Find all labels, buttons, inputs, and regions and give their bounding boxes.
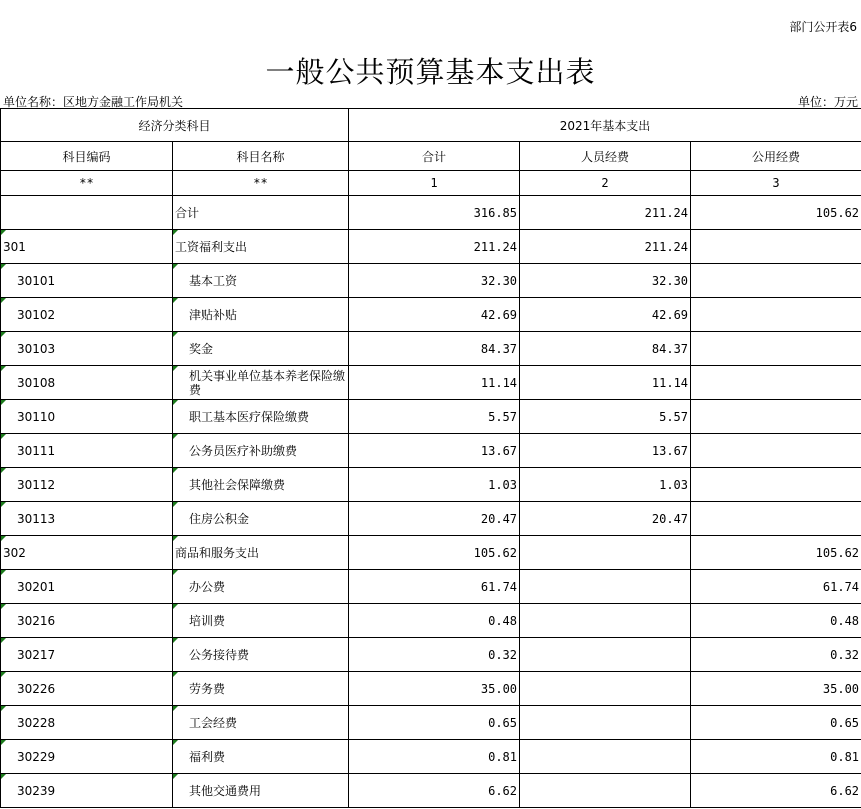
header-public: 公用经费 [691, 142, 861, 171]
cell-personnel [520, 502, 691, 536]
cell-marker-icon [1, 570, 6, 575]
cell-name [173, 264, 349, 298]
cell-marker-icon [173, 366, 178, 371]
cell-code-text: 301 [3, 239, 26, 254]
cell-total [349, 468, 520, 502]
cell-code [1, 434, 173, 468]
cell-marker-icon [1, 740, 6, 745]
cell-personnel-text: 5.57 [659, 409, 689, 424]
cell-marker-icon [173, 230, 178, 235]
cell-name [173, 502, 349, 536]
index-public: 3 [691, 171, 861, 196]
cell-name-text: 商品和服务支出 [175, 546, 260, 560]
cell-code-text: 30239 [17, 783, 56, 798]
cell-code [1, 536, 173, 570]
cell-public [691, 706, 861, 740]
cell-marker-icon [173, 638, 178, 643]
cell-marker-icon [173, 570, 178, 575]
table-row [1, 502, 861, 536]
budget-table [0, 108, 861, 808]
cell-public [691, 774, 861, 808]
header-column-row [1, 142, 861, 171]
cell-name [173, 570, 349, 604]
cell-name-text: 其他社会保障缴费 [189, 478, 286, 492]
cell-marker-icon [1, 434, 6, 439]
cell-name [173, 332, 349, 366]
cell-name [173, 196, 349, 230]
cell-code-text: 302 [3, 545, 26, 560]
cell-public [691, 332, 861, 366]
cell-total-text: 61.74 [480, 579, 518, 594]
cell-personnel [520, 706, 691, 740]
table-row [1, 434, 861, 468]
cell-code-text: 30112 [17, 477, 56, 492]
cell-personnel [520, 638, 691, 672]
cell-marker-icon [1, 366, 6, 371]
table-row [1, 740, 861, 774]
cell-code [1, 264, 173, 298]
header-code: 科目编码 [1, 142, 173, 171]
header-personnel: 人员经费 [520, 142, 691, 171]
cell-marker-icon [173, 298, 178, 303]
table-body [1, 196, 861, 808]
cell-marker-icon [173, 400, 178, 405]
cell-name [173, 706, 349, 740]
cell-marker-icon [1, 298, 6, 303]
cell-name-text: 工资福利支出 [175, 240, 248, 254]
cell-personnel [520, 400, 691, 434]
cell-personnel [520, 434, 691, 468]
cell-total-text: 84.37 [480, 341, 518, 356]
cell-marker-icon [1, 536, 6, 541]
cell-marker-icon [173, 536, 178, 541]
cell-total-text: 0.65 [488, 715, 518, 730]
cell-name-text: 劳务费 [189, 682, 226, 696]
cell-total [349, 332, 520, 366]
cell-total [349, 604, 520, 638]
cell-marker-icon [173, 264, 178, 269]
table-row [1, 706, 861, 740]
cell-marker-icon [173, 740, 178, 745]
table-row [1, 264, 861, 298]
cell-personnel [520, 604, 691, 638]
cell-personnel [520, 468, 691, 502]
cell-personnel-text: 211.24 [644, 205, 689, 220]
cell-marker-icon [1, 706, 6, 711]
cell-total [349, 264, 520, 298]
cell-marker-icon [1, 774, 6, 779]
cell-total [349, 366, 520, 400]
cell-name-text: 合计 [175, 206, 200, 220]
table-row [1, 468, 861, 502]
cell-name [173, 400, 349, 434]
cell-name-text: 公务员医疗补助缴费 [189, 444, 298, 458]
cell-total-text: 32.30 [480, 273, 518, 288]
cell-marker-icon [1, 264, 6, 269]
header-economic-classification: 经济分类科目 [1, 109, 349, 142]
table-row [1, 638, 861, 672]
cell-public [691, 196, 861, 230]
cell-total-text: 13.67 [480, 443, 518, 458]
cell-personnel [520, 196, 691, 230]
cell-personnel-text: 32.30 [651, 273, 689, 288]
cell-marker-icon [1, 502, 6, 507]
cell-marker-icon [173, 706, 178, 711]
cell-total [349, 774, 520, 808]
cell-name [173, 366, 349, 400]
cell-total [349, 706, 520, 740]
cell-marker-icon [1, 230, 6, 235]
cell-public-text: 6.62 [830, 783, 860, 798]
cell-public-text: 0.65 [830, 715, 860, 730]
cell-public [691, 638, 861, 672]
cell-name-text: 公务接待费 [189, 648, 250, 662]
cell-public [691, 400, 861, 434]
table-row [1, 332, 861, 366]
cell-personnel-text: 211.24 [644, 239, 689, 254]
cell-marker-icon [173, 774, 178, 779]
cell-name-text: 职工基本医疗保险缴费 [189, 410, 310, 424]
page-title: 一般公共预算基本支出表 [265, 55, 596, 89]
cell-total [349, 298, 520, 332]
cell-total [349, 672, 520, 706]
cell-code-text: 30113 [17, 511, 56, 526]
table-row [1, 774, 861, 808]
cell-code [1, 400, 173, 434]
cell-public [691, 366, 861, 400]
cell-name-text: 其他交通费用 [189, 784, 262, 798]
header-total: 合计 [349, 142, 520, 171]
cell-code [1, 468, 173, 502]
cell-personnel [520, 536, 691, 570]
cell-total-text: 35.00 [480, 681, 518, 696]
cell-code-text: 30108 [17, 375, 56, 390]
header-name: 科目名称 [173, 142, 349, 171]
table-row [1, 570, 861, 604]
cell-marker-icon [173, 604, 178, 609]
cell-marker-icon [173, 502, 178, 507]
cell-code [1, 638, 173, 672]
cell-code-text: 30229 [17, 749, 56, 764]
cell-personnel [520, 366, 691, 400]
cell-code [1, 366, 173, 400]
cell-public [691, 502, 861, 536]
cell-name [173, 230, 349, 264]
cell-name-text: 津贴补贴 [189, 308, 238, 322]
cell-name-text: 住房公积金 [189, 512, 250, 526]
table-row [1, 366, 861, 400]
cell-total-text: 105.62 [473, 545, 518, 560]
table-row [1, 536, 861, 570]
cell-personnel [520, 740, 691, 774]
header-index-row [1, 171, 861, 196]
cell-total-text: 11.14 [480, 375, 518, 390]
cell-name [173, 434, 349, 468]
cell-name [173, 536, 349, 570]
cell-public [691, 468, 861, 502]
cell-public [691, 740, 861, 774]
cell-personnel-text: 11.14 [651, 375, 689, 390]
cell-personnel-text: 42.69 [651, 307, 689, 322]
cell-total-text: 316.85 [473, 205, 518, 220]
cell-code-text: 30201 [17, 579, 56, 594]
cell-marker-icon [1, 332, 6, 337]
cell-name [173, 672, 349, 706]
unit-label: 单位：万元 [797, 95, 858, 109]
cell-name-text: 基本工资 [189, 274, 238, 288]
cell-public [691, 434, 861, 468]
cell-code [1, 774, 173, 808]
cell-public [691, 298, 861, 332]
cell-public [691, 230, 861, 264]
cell-code-text: 30102 [17, 307, 56, 322]
cell-name [173, 774, 349, 808]
cell-public-text: 0.48 [830, 613, 860, 628]
cell-marker-icon [173, 468, 178, 473]
table-row [1, 672, 861, 706]
cell-code-text: 30228 [17, 715, 56, 730]
cell-marker-icon [1, 672, 6, 677]
cell-code-text: 30226 [17, 681, 56, 696]
cell-code [1, 332, 173, 366]
cell-name-text: 福利费 [189, 750, 226, 764]
cell-name [173, 468, 349, 502]
table-row [1, 604, 861, 638]
cell-public-text: 0.81 [830, 749, 860, 764]
header-group-row [1, 109, 861, 142]
cell-name-text: 工会经费 [189, 716, 238, 730]
cell-name [173, 604, 349, 638]
index-code: ** [1, 171, 173, 196]
cell-code [1, 570, 173, 604]
cell-total-text: 42.69 [480, 307, 518, 322]
cell-personnel [520, 264, 691, 298]
cell-code [1, 604, 173, 638]
cell-total [349, 536, 520, 570]
cell-total [349, 230, 520, 264]
cell-personnel [520, 774, 691, 808]
table-row [1, 196, 861, 230]
cell-name [173, 740, 349, 774]
cell-code [1, 706, 173, 740]
cell-total-text: 0.81 [488, 749, 518, 764]
cell-total-text: 211.24 [473, 239, 518, 254]
cell-marker-icon [173, 672, 178, 677]
cell-personnel [520, 570, 691, 604]
cell-personnel-text: 84.37 [651, 341, 689, 356]
cell-marker-icon [1, 400, 6, 405]
table-row [1, 298, 861, 332]
cell-total [349, 740, 520, 774]
cell-personnel-text: 20.47 [651, 511, 689, 526]
cell-code [1, 672, 173, 706]
cell-total-text: 5.57 [488, 409, 518, 424]
cell-marker-icon [173, 332, 178, 337]
index-total: 1 [349, 171, 520, 196]
cell-code [1, 196, 173, 230]
cell-public [691, 536, 861, 570]
cell-public-text: 0.32 [830, 647, 860, 662]
cell-code-text: 30103 [17, 341, 56, 356]
cell-name-text: 机关事业单位基本养老保险缴费 [189, 368, 346, 397]
cell-public-text: 61.74 [822, 579, 860, 594]
cell-personnel-text: 13.67 [651, 443, 689, 458]
report-number-label: 部门公开表6 [789, 20, 857, 34]
cell-public-text: 105.62 [815, 205, 860, 220]
cell-total [349, 570, 520, 604]
cell-personnel [520, 332, 691, 366]
cell-name-text: 奖金 [189, 342, 214, 356]
cell-code [1, 298, 173, 332]
cell-name-text: 培训费 [189, 614, 226, 628]
cell-personnel [520, 230, 691, 264]
cell-public [691, 570, 861, 604]
cell-public [691, 672, 861, 706]
cell-total [349, 434, 520, 468]
cell-code [1, 230, 173, 264]
cell-total [349, 196, 520, 230]
cell-marker-icon [1, 468, 6, 473]
cell-marker-icon [1, 604, 6, 609]
header-basic-expenditure-2021: 2021年基本支出 [349, 109, 861, 142]
cell-code-text: 30101 [17, 273, 56, 288]
cell-total [349, 638, 520, 672]
cell-total-text: 0.48 [488, 613, 518, 628]
cell-name [173, 298, 349, 332]
cell-name-text: 办公费 [189, 580, 226, 594]
cell-code [1, 502, 173, 536]
cell-personnel-text: 1.03 [659, 477, 689, 492]
cell-total-text: 20.47 [480, 511, 518, 526]
cell-marker-icon [173, 434, 178, 439]
cell-public-text: 105.62 [815, 545, 860, 560]
cell-total-text: 1.03 [488, 477, 518, 492]
table-row [1, 230, 861, 264]
cell-code-text: 30110 [17, 409, 56, 424]
cell-public [691, 604, 861, 638]
cell-personnel [520, 298, 691, 332]
cell-code [1, 740, 173, 774]
unit-name-label: 单位名称：区地方金融工作局机关 [3, 95, 184, 109]
cell-total [349, 502, 520, 536]
cell-name [173, 638, 349, 672]
cell-marker-icon [1, 638, 6, 643]
cell-code-text: 30111 [17, 443, 56, 458]
index-personnel: 2 [520, 171, 691, 196]
cell-code-text: 30216 [17, 613, 56, 628]
cell-total-text: 6.62 [488, 783, 518, 798]
cell-public [691, 264, 861, 298]
cell-public-text: 35.00 [822, 681, 860, 696]
index-name: ** [173, 171, 349, 196]
cell-total [349, 400, 520, 434]
cell-total-text: 0.32 [488, 647, 518, 662]
cell-personnel [520, 672, 691, 706]
cell-code-text: 30217 [17, 647, 56, 662]
table-row [1, 400, 861, 434]
